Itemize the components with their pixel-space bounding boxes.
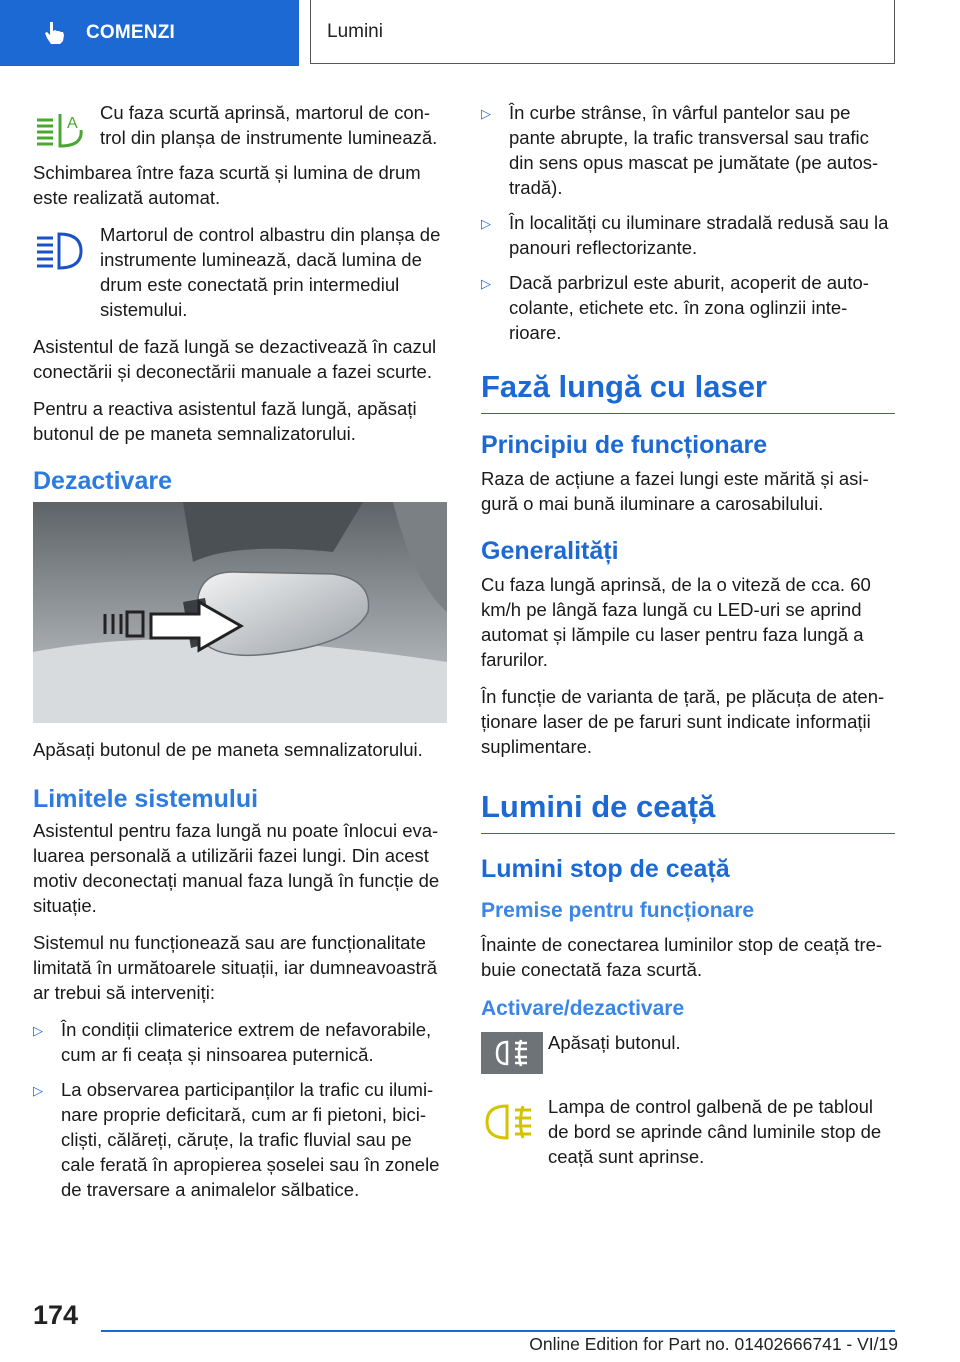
heading-dezactivare: Dezactivare xyxy=(33,467,172,495)
left-column xyxy=(33,100,447,1212)
paragraph: În funcție de varianta de țară, pe plăcuța de aten‐ționare laser de pe faruri sunt indicate informații suplimentare. xyxy=(481,686,885,757)
paragraph: Înainte de conectarea luminilor stop de ceață tre‐buie conectată faza scurtă. xyxy=(481,934,883,980)
paragraph: Asistentul pentru faza lungă nu poate înlocui eva‐luarea personală a utilizării fazei lungi. Din acest motiv deconectați manual faza lungă în funcție de situație. xyxy=(33,820,440,916)
list-item: ▷ Dacă parbrizul este aburit, acoperit de auto‐colante, etichete etc. în zona oglinzii inte‐rioare. xyxy=(481,272,869,343)
list-item: ▷ În curbe strânse, în vârful pantelor sau pe pante abrupte, la trafic transversal sau trafic din sens opus mascat pe jumătate (pe autos‐tradă). xyxy=(481,102,879,198)
triangle-bullet-icon: ▷ xyxy=(33,1023,43,1038)
triangle-bullet-icon: ▷ xyxy=(481,106,491,121)
paragraph: Schimbarea între faza scurtă și lumina de drum este realizată automat. xyxy=(33,162,421,208)
low-beam-indicator-note xyxy=(33,100,447,160)
hand-pointer-icon xyxy=(42,20,68,46)
fog-indicator-note xyxy=(481,1094,895,1169)
edition-info: Online Edition for Part no. 01402666741 - VI/19 xyxy=(529,1334,898,1354)
list-item: ▷ În condiții climaterice extrem de nefavorabile, cum ar fi ceața și ninsoarea puternică. xyxy=(33,1019,432,1065)
right-column xyxy=(481,100,895,1181)
section-tab[interactable] xyxy=(0,0,299,66)
high-beam-indicator-note xyxy=(33,222,447,322)
heading-faza-lunga-laser: Fază lungă cu laser xyxy=(481,369,895,414)
triangle-bullet-icon: ▷ xyxy=(33,1083,43,1098)
heading-lumini-stop-ceata: Lumini stop de ceață xyxy=(481,855,730,883)
heading-lumini-de-ceata: Lumini de ceață xyxy=(481,789,895,834)
paragraph: Cu faza scurtă aprinsă, martorul de con‐trol din planșa de instrumente luminează. xyxy=(100,102,438,148)
paragraph: Pentru a reactiva asistentul fază lungă, apăsați butonul de pe maneta semnalizatorului. xyxy=(33,398,417,444)
paragraph: Apăsați butonul. xyxy=(548,1032,681,1053)
rear-fog-light-yellow-icon xyxy=(481,1096,537,1144)
heading-premise-functionare: Premise pentru funcționare xyxy=(481,899,755,922)
heading-activare-dezactivare: Activare/dezactivare xyxy=(481,997,685,1020)
fog-button-note xyxy=(481,1030,895,1082)
heading-limitele-sistemului: Limitele sistemului xyxy=(33,785,259,813)
limitations-list-right xyxy=(481,100,895,345)
limitations-list-left xyxy=(33,1017,447,1202)
chapter-header xyxy=(310,0,895,64)
high-beam-assistant-green-icon xyxy=(33,106,85,150)
high-beam-blue-icon xyxy=(33,228,85,272)
page-number: 174 xyxy=(33,1300,79,1330)
paragraph: Sistemul nu funcționează sau are funcționalitate limitată în următoarele situații, iar dumneavoastră ar trebui să interveniți: xyxy=(33,932,438,1003)
footer-divider xyxy=(101,1330,895,1332)
paragraph: Cu faza lungă aprinsă, de la o viteză de cca. 60 km/h pe lângă faza lungă cu LED-uri se aprind automat și lămpile cu laser pentru faza lungă a farurilor. xyxy=(481,574,871,670)
list-item: ▷ În localități cu iluminare stradală redusă sau la panouri reflectorizante. xyxy=(481,212,889,258)
section-tab-label: COMENZI xyxy=(86,22,176,43)
heading-principiu-functionare: Principiu de funcționare xyxy=(481,431,768,459)
list-item: ▷ La observarea participanților la trafic cu ilumi‐nare proprie deficitară, cum ar fi pietoni, bici‐cliști, călăreți, căruțe, la trafic fluvial sau pe cale ferată în apropierea șoselei sau în zonele de traversare a animalelor sălbatice. xyxy=(33,1079,440,1200)
triangle-bullet-icon: ▷ xyxy=(481,216,491,231)
svg-text:A: A xyxy=(67,115,78,132)
turn-signal-lever-photo xyxy=(33,502,447,723)
rear-fog-light-button-icon[interactable] xyxy=(481,1032,543,1074)
chapter-title: Lumini xyxy=(327,20,383,42)
paragraph: Lampa de control galbenă de pe tabloul de bord se aprinde când luminile stop de ceață sunt aprinse. xyxy=(548,1096,882,1167)
triangle-bullet-icon: ▷ xyxy=(481,276,491,291)
paragraph: Asistentul de fază lungă se dezactivează în cazul conectării și deconectării manuale a fazei scurte. xyxy=(33,336,437,382)
paragraph: Martorul de control albastru din planșa de instrumente luminează, dacă lumina de drum este conectată prin intermediul sistemului. xyxy=(100,224,441,320)
heading-generalitati: Generalități xyxy=(481,537,619,565)
figure-caption: Apăsați butonul de pe maneta semnalizatorului. xyxy=(33,739,423,760)
paragraph: Raza de acțiune a fazei lungi este mărită și asi‐gură o mai bună iluminare a carosabilului. xyxy=(481,468,869,514)
